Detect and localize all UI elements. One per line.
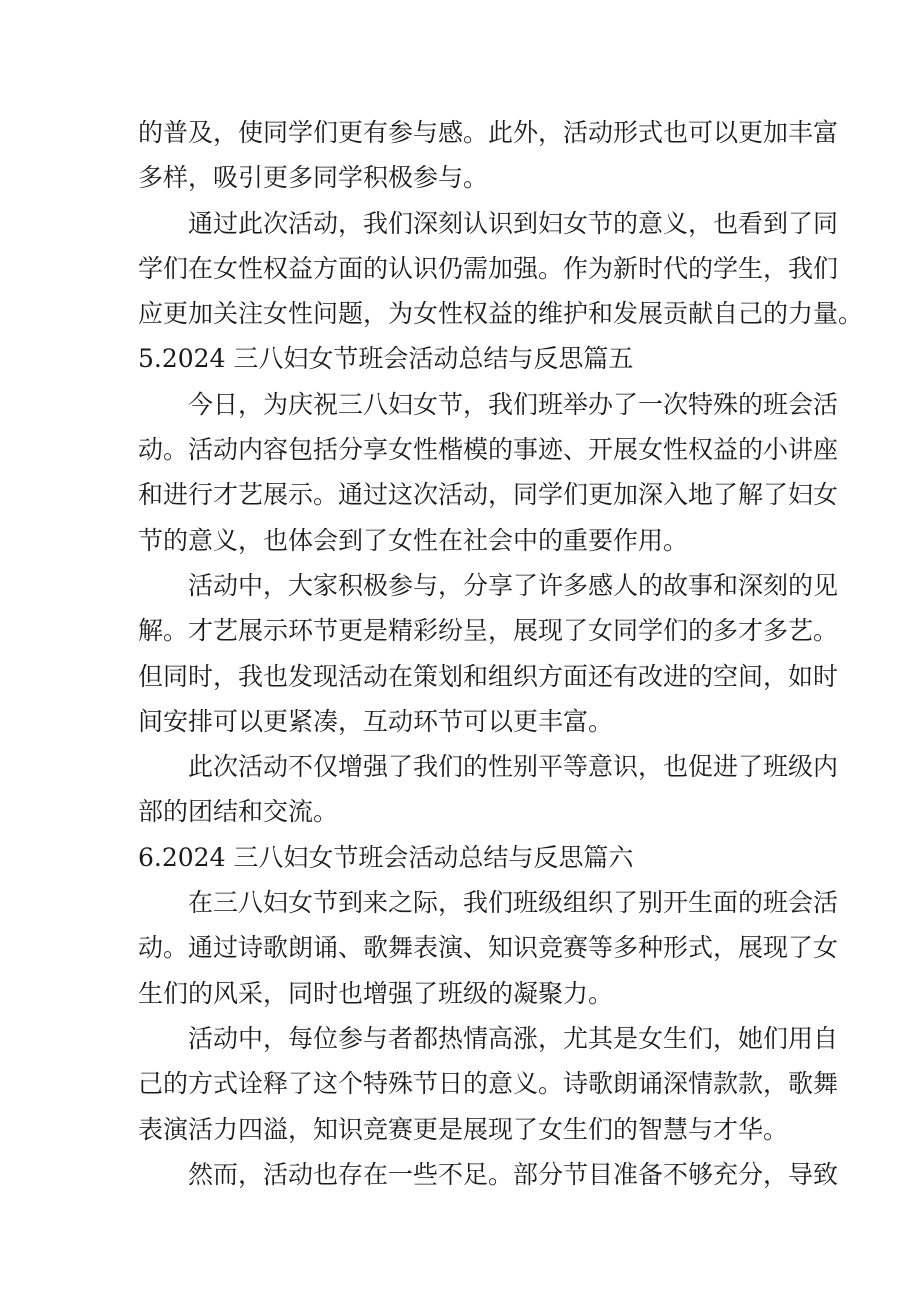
- section-heading-6: 6.2024 三八妇女节班会活动总结与反思篇六: [138, 842, 634, 872]
- paragraph-start-line: 今日，为庆祝三八妇女节，我们班举办了一次特殊的班会活: [188, 389, 839, 419]
- text-line: 节的意义，也体会到了女性在社会中的重要作用。: [138, 525, 689, 555]
- text-line: 学们在女性权益方面的认识仍需加强。作为新时代的学生，我们: [138, 253, 839, 283]
- paragraph-start-line: 然而，活动也存在一些不足。部分节目准备不够充分，导致: [188, 1159, 839, 1189]
- paragraph-start-line: 在三八妇女节到来之际，我们班级组织了别开生面的班会活: [188, 888, 839, 918]
- paragraph-start-line: 通过此次活动，我们深刻认识到妇女节的意义，也看到了同: [188, 208, 839, 238]
- text-line: 的普及，使同学们更有参与感。此外，活动形式也可以更加丰富: [138, 118, 839, 147]
- text-line: 动。通过诗歌朗诵、歌舞表演、知识竞赛等多种形式，展现了女: [138, 933, 839, 963]
- text-line: 生们的风采，同时也增强了班级的凝聚力。: [138, 978, 614, 1008]
- text-line: 表演活力四溢，知识竞赛更是展现了女生们的智慧与才华。: [138, 1114, 789, 1144]
- text-line: 和进行才艺展示。通过这次活动，同学们更加深入地了解了妇女: [138, 480, 839, 510]
- text-line: 间安排可以更紧凑，互动环节可以更丰富。: [138, 706, 614, 736]
- text-line: 己的方式诠释了这个特殊节日的意义。诗歌朗诵深情款款，歌舞: [138, 1069, 839, 1099]
- text-line: 部的团结和交流。: [138, 797, 339, 827]
- paragraph-start-line: 此次活动不仅增强了我们的性别平等意识，也促进了班级内: [188, 752, 839, 782]
- text-line: 应更加关注女性问题，为女性权益的维护和发展贡献自己的力量。: [138, 299, 864, 329]
- text-line: 动。活动内容包括分享女性楷模的事迹、开展女性权益的小讲座: [138, 435, 839, 465]
- paragraph-start-line: 活动中，大家积极参与，分享了许多感人的故事和深刻的见: [188, 570, 839, 600]
- text-line: 解。才艺展示环节更是精彩纷呈，展现了女同学们的多才多艺。: [138, 616, 839, 646]
- text-line: 但同时，我也发现活动在策划和组织方面还有改进的空间，如时: [138, 661, 839, 691]
- section-heading-5: 5.2024 三八妇女节班会活动总结与反思篇五: [138, 344, 634, 374]
- document-body: [138, 110, 864, 1197]
- paragraph-start-line: 活动中，每位参与者都热情高涨，尤其是女生们，她们用自: [188, 1023, 839, 1053]
- text-line: 多样，吸引更多同学积极参与。: [138, 163, 489, 193]
